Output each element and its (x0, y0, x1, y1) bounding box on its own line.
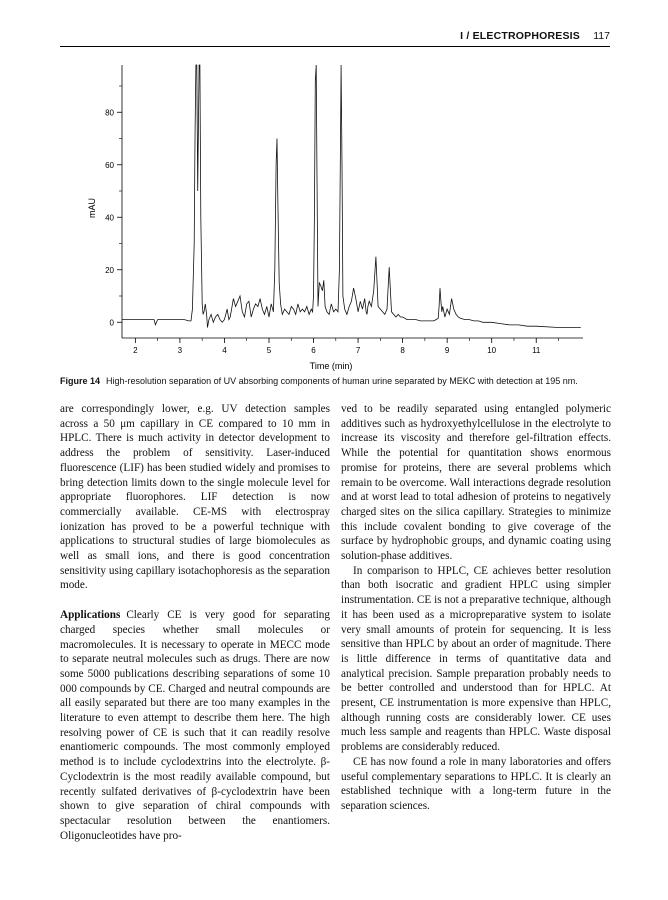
page-number: 117 (593, 30, 610, 42)
right-column (341, 402, 611, 814)
x-tick-label: 9 (444, 346, 450, 355)
header-rule (60, 46, 610, 47)
x-tick-label: 6 (311, 346, 316, 355)
x-tick-label: 7 (355, 346, 361, 355)
y-tick-group (105, 86, 122, 327)
x-tick-label: 5 (266, 346, 272, 355)
x-tick-label: 2 (133, 346, 138, 355)
paragraph-hplc-comparison: In comparison to HPLC, CE achieves better resolution than both isocratic and gradient HPLC using simpler instrumentation. CE is not a preparative technique, although it has been used as a micropreparative system to isolate very small amounts of protein for sequencing. It is less sensitive than HPLC by about an order of magnitude. There is little difference in terms of quantitative data and analytical precision. Sample preparation probably needs to be better controlled and understood than for HPLC. At present, CE instrumentation is more expensive than HPLC, although running costs are considerably lower. CE uses much less sample and reagents than HPLC. Waste disposal problems are considerably reduced. (341, 564, 611, 754)
running-header (60, 30, 610, 44)
x-tick-label: 4 (222, 346, 227, 355)
paragraph-proteins: ved to be readily separated using entangled polymeric additives such as hydroxyethylcellulose in the electrolyte to increase its viscosity and therefore gel-filtration effects. While the potential for quantitation shows enormous promise for proteins, there are several problems which remain to be overcome. Wall interactions degrade resolution and at worst lead to total adhesion of proteins to negatively charged sites on the silica capillary. Strategies to minimize this include covalent bonding to give coverage of the surface by hydrophobic groups, and dynamic coating using solution-phase additives. (341, 403, 611, 563)
figure-label: Figure 14 (60, 376, 101, 386)
paragraph-detection: are correspondingly lower, e.g. UV detection samples across a 50 μm capillary in CE compared to 10 mm in HPLC. There is much activity in detector development to address the problem of sensitivity. Laser-induced fluorescence (LIF) has been studied widely and promises to bring detection limits down to the single molecule level for appropriate fluorophores. LIF detection is now commercially available. CE-MS with electrospray ionization has proved to be a powerful technique with applications to structural studies of large biomolecules as well as small ions, and there is good concentration sensitivity using capillary isotachophoresis as the separation mode. (60, 403, 330, 592)
applications-heading: Applications (60, 609, 121, 622)
electropherogram-chart (60, 55, 590, 373)
x-tick-label: 10 (487, 346, 497, 355)
figure-caption-text: High-resolution separation of UV absorbing components of human urine separated by MEKC with detection at 195 nm. (106, 376, 578, 386)
absorbance-trace (122, 65, 581, 328)
left-column (60, 402, 330, 843)
paragraph-conclusion: CE has now found a role in many laboratories and offers useful complementary separations to HPLC. It is clearly an established technique with a long-term future in the separation sciences. (341, 755, 611, 812)
paragraph-gap (60, 593, 330, 608)
running-header-title: I / ELECTROPHORESIS (460, 30, 580, 42)
y-tick-label: 20 (105, 265, 114, 275)
y-axis-label: mAU (87, 198, 97, 218)
y-tick-label: 80 (105, 108, 114, 118)
applications-text: Clearly CE is very good for separating charged species whether small molecules or macromolecules. It is necessary to operate in MECC mode to separate neutral molecules such as drugs. There are now some 5000 publications describing separations of some 10 000 compounds by CE. Charged and neutral compounds are all easily separated but there are too many examples in the literature to even attempt to describe them here. The high resolving power of CE is such that it can readily resolve enantiomeric compounds. The most commonly employed method is to include cyclodextrins into the electrolyte. β-Cyclodextrin is the most readily available compound, but recently sulfated derivatives of β-cyclodextrin have been shown to give separation of chiral compounds with spectacular resolution between the enantiomers. Oligonucleotides have pro- (60, 609, 330, 842)
y-tick-label: 40 (105, 213, 114, 223)
y-tick-label: 0 (109, 318, 114, 328)
x-tick-label: 8 (400, 346, 405, 355)
figure-caption (60, 376, 615, 387)
paragraph-applications (60, 608, 330, 843)
x-tick-label: 11 (532, 346, 541, 355)
x-axis-label: Time (min) (309, 361, 353, 371)
x-tick-group (133, 338, 558, 355)
y-tick-label: 60 (105, 160, 114, 170)
x-tick-label: 3 (177, 346, 183, 355)
